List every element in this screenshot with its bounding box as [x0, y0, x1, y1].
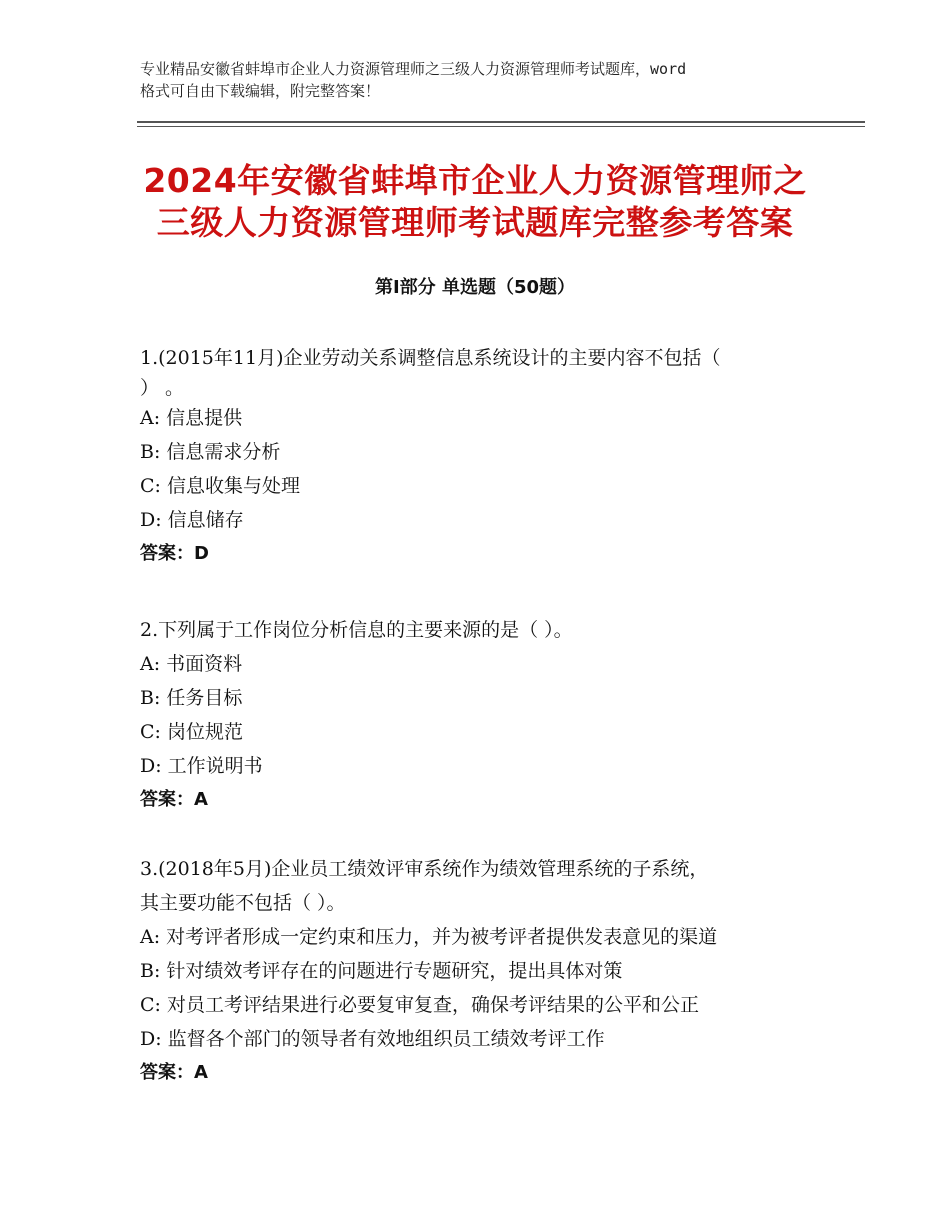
section-heading: 第Ⅰ部分 单选题（50题）: [374, 277, 575, 298]
option-b: B: 针对绩效考评存在的问题进行专题研究，提出具体对策: [140, 960, 623, 982]
answer: 答案：A: [140, 1062, 208, 1083]
option-c: C: 对员工考评结果进行必要复审复查，确保考评结果的公平和公正: [140, 994, 699, 1016]
option-c: C: 岗位规范: [140, 721, 243, 743]
option-b: B: 信息需求分析: [140, 441, 281, 463]
question-2: [140, 613, 820, 817]
document-title-line-2: 三级人力资源管理师考试题库完整参考答案: [156, 203, 794, 242]
header-note: [140, 58, 830, 102]
answer: 答案：A: [140, 789, 208, 810]
document-title-line-1: 2024年安徽省蚌埠市企业人力资源管理师之: [143, 161, 807, 200]
question-stem-line-2: ） 。: [140, 377, 185, 399]
question-1: [140, 341, 820, 571]
option-c: C: 信息收集与处理: [140, 475, 300, 497]
option-a: A: 对考评者形成一定约束和压力，并为被考评者提供发表意见的渠道: [140, 926, 718, 948]
answer: 答案：D: [140, 543, 209, 564]
option-b: B: 任务目标: [140, 687, 243, 709]
question-3: [140, 852, 820, 1090]
document-title: [100, 160, 850, 244]
question-stem-line-1: 3.(2018年5月)企业员工绩效评审系统作为绩效管理系统的子系统，: [140, 858, 709, 880]
option-a: A: 书面资料: [140, 653, 243, 675]
option-a: A: 信息提供: [140, 407, 243, 429]
option-d: D: 信息储存: [140, 509, 244, 531]
option-d: D: 监督各个部门的领导者有效地组织员工绩效考评工作: [140, 1028, 605, 1050]
header-note-line-2: 格式可自由下载编辑，附完整答案！: [140, 82, 381, 100]
header-note-line-1: 专业精品安徽省蚌埠市企业人力资源管理师之三级人力资源管理师考试题库，word: [140, 60, 687, 78]
question-stem-line-1: 2.下列属于工作岗位分析信息的主要来源的是（ ）。: [140, 619, 573, 641]
header-divider: [137, 121, 865, 127]
question-stem-line-2: 其主要功能不包括（ ）。: [140, 892, 346, 914]
question-stem-line-1: 1.(2015年11月)企业劳动关系调整信息系统设计的主要内容不包括（: [140, 347, 721, 369]
option-d: D: 工作说明书: [140, 755, 263, 777]
